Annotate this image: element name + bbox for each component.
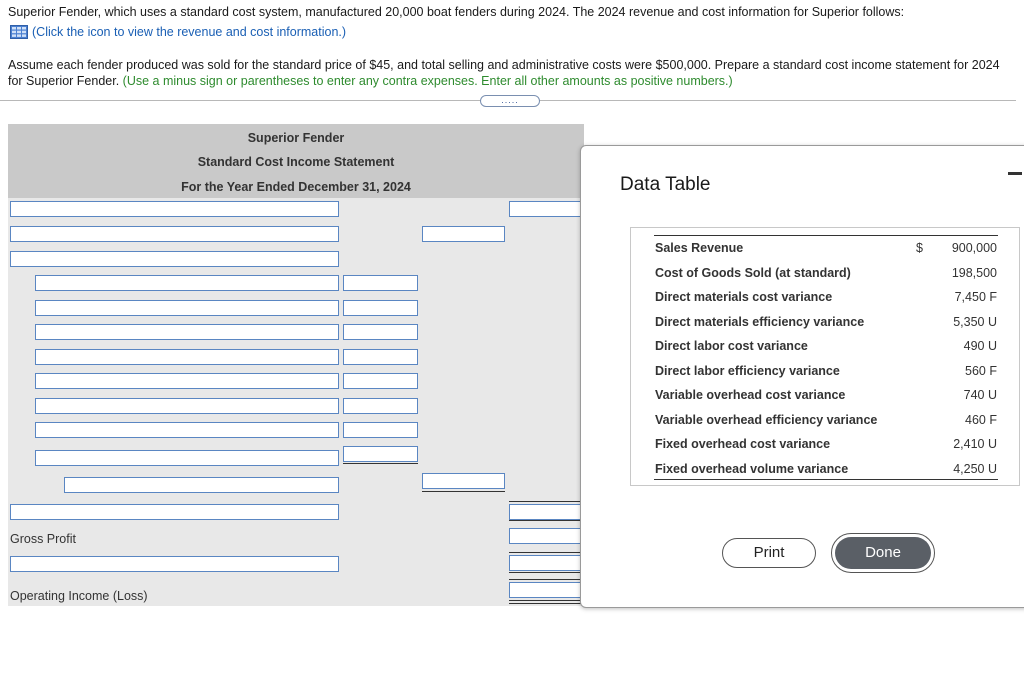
row-label: Direct labor efficiency variance [655, 364, 840, 378]
variance-label-input[interactable] [35, 300, 339, 316]
variance-label-input[interactable] [35, 422, 339, 438]
underline [509, 603, 584, 604]
row-value: 2,410 U [953, 437, 997, 451]
instruction-text: (Use a minus sign or parentheses to enter any contra expenses. Enter all other amounts as positive numbers.) [122, 74, 733, 88]
variance-amount-input[interactable] [343, 275, 418, 291]
data-row [655, 388, 997, 412]
row-label: Fixed overhead cost variance [655, 437, 831, 451]
underline [509, 520, 584, 521]
gross-profit-input[interactable] [509, 528, 584, 544]
company-name: Superior Fender [247, 131, 345, 145]
row-label: Direct labor cost variance [655, 339, 808, 353]
data-row [655, 413, 997, 437]
row-label: Direct materials efficiency variance [655, 315, 865, 329]
task-text: Assume each fender produced was sold for the standard price of $45, and total selling and administrative costs were $500,000. Prepare a standard cost income statement for 2024 for Superior Fender. [8, 58, 1000, 88]
data-row [655, 241, 997, 265]
row-label: Direct materials cost variance [655, 290, 833, 304]
variance-amount-input[interactable] [343, 422, 418, 438]
variance-amount-input[interactable] [343, 300, 418, 316]
statement-period: For the Year Ended December 31, 2024 [181, 180, 411, 194]
underline [509, 552, 584, 553]
data-row [655, 364, 997, 388]
variance-label-input[interactable] [35, 398, 339, 414]
row-value: 560 F [965, 364, 997, 378]
line-label-input[interactable] [10, 201, 339, 217]
view-data-link[interactable]: (Click the icon to view the revenue and cost information.) [32, 25, 347, 39]
row-value: 490 U [963, 339, 997, 353]
variance-label-input[interactable] [35, 275, 339, 291]
expand-button[interactable]: ..... [480, 95, 540, 107]
row-value: 5,350 U [953, 315, 997, 329]
underline [509, 501, 584, 502]
amount-input[interactable] [422, 226, 505, 242]
variance-amount-input[interactable] [343, 373, 418, 389]
row-label: Variable overhead cost variance [655, 388, 846, 402]
underline [422, 491, 505, 492]
data-row [655, 315, 997, 339]
row-value: 198,500 [951, 266, 997, 280]
data-row [655, 462, 997, 486]
line-label-input[interactable] [10, 504, 339, 520]
operating-income-input[interactable] [509, 582, 584, 598]
total-variance-label-input[interactable] [64, 477, 339, 493]
table-icon[interactable] [10, 25, 28, 39]
underline [509, 579, 584, 580]
underline [343, 463, 418, 464]
row-value: 4,250 U [953, 462, 997, 476]
data-row [655, 266, 997, 290]
amount-input[interactable] [509, 201, 584, 217]
row-value: 740 U [963, 388, 997, 402]
variance-amount-input[interactable] [343, 446, 418, 462]
row-label: Fixed overhead volume variance [655, 462, 849, 476]
currency-symbol: $ [916, 241, 923, 255]
data-row [655, 437, 997, 461]
data-row [655, 339, 997, 363]
line-label-input[interactable] [10, 251, 339, 267]
row-value: 900,000 [951, 241, 997, 255]
done-button[interactable]: Done [835, 537, 931, 569]
underline [509, 572, 584, 573]
row-value: 460 F [965, 413, 997, 427]
dialog-title: Data Table [620, 174, 711, 195]
variance-label-input[interactable] [35, 324, 339, 340]
gross-profit-label: Gross Profit [10, 532, 76, 546]
data-row [655, 290, 997, 314]
minimize-icon[interactable] [1008, 172, 1022, 175]
table-bottom-rule [654, 479, 998, 480]
row-label: Cost of Goods Sold (at standard) [655, 266, 851, 280]
row-label: Sales Revenue [655, 241, 744, 255]
line-label-input[interactable] [10, 556, 339, 572]
variance-amount-input[interactable] [343, 398, 418, 414]
problem-intro: Superior Fender, which uses a standard cost system, manufactured 20,000 boat fenders during 2024. The 2024 revenue and cost information for Superior follows: [8, 5, 905, 19]
amount-input[interactable] [509, 555, 584, 571]
table-top-rule [654, 235, 998, 236]
line-label-input[interactable] [10, 226, 339, 242]
operating-income-label: Operating Income (Loss) [10, 589, 148, 603]
variance-amount-input[interactable] [343, 349, 418, 365]
print-button[interactable]: Print [722, 538, 816, 568]
statement-title: Standard Cost Income Statement [197, 155, 395, 169]
variance-amount-input[interactable] [343, 324, 418, 340]
underline [509, 600, 584, 601]
total-variance-amount-input[interactable] [422, 473, 505, 489]
variance-label-input[interactable] [35, 450, 339, 466]
problem-task [8, 57, 1008, 89]
row-label: Variable overhead efficiency variance [655, 413, 878, 427]
variance-label-input[interactable] [35, 349, 339, 365]
variance-label-input[interactable] [35, 373, 339, 389]
row-value: 7,450 F [954, 290, 997, 304]
amount-input[interactable] [509, 504, 584, 520]
